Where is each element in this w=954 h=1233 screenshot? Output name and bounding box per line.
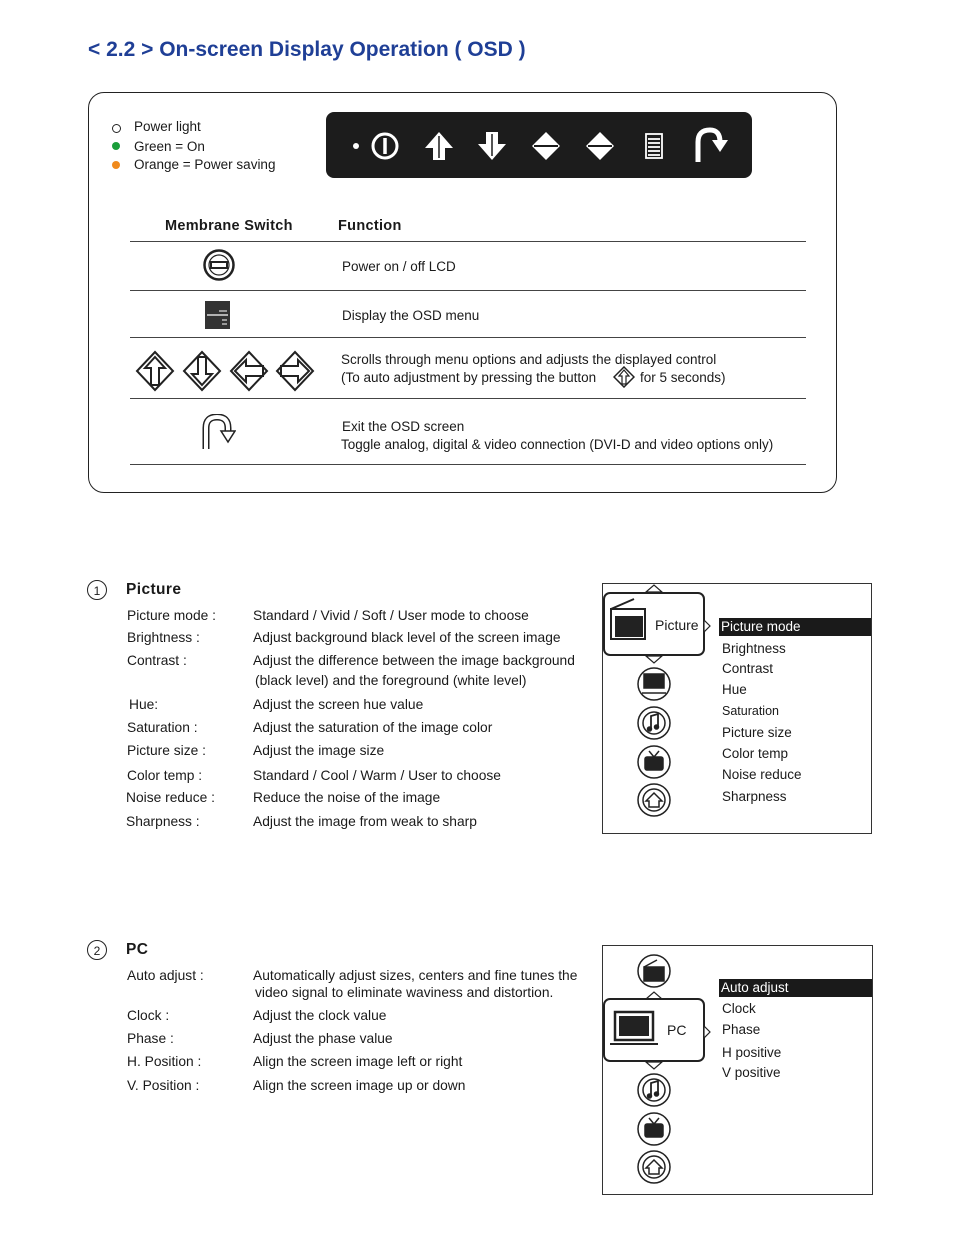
row-scroll-line2a: (To auto adjustment by pressing the button: [341, 370, 597, 385]
osd-menu-v-positive[interactable]: V positive: [722, 1065, 781, 1080]
power-icon: [202, 248, 236, 282]
page-title: < 2.2 > On-screen Display Operation ( OSD ): [88, 38, 526, 61]
table-rule: [130, 398, 806, 399]
label-noise-reduce: Noise reduce :: [126, 790, 215, 805]
desc-h-position: Align the screen image left or right: [253, 1054, 463, 1069]
section-number-pc: 2: [87, 940, 107, 960]
osd-menu-color-temp[interactable]: Color temp: [722, 746, 789, 761]
desc-contrast-line2: (black level) and the foreground (white level): [255, 673, 527, 688]
scroll-down-icon: [646, 1062, 662, 1069]
label-v-position: V. Position :: [127, 1078, 200, 1093]
pc-tab-icon: [638, 668, 670, 700]
osd-pc-tab-label: PC: [667, 1022, 687, 1038]
table-rule: [130, 337, 806, 338]
label-auto-adjust: Auto adjust :: [127, 968, 204, 983]
desc-clock: Adjust the clock value: [253, 1008, 387, 1023]
scroll-up-icon: [646, 992, 662, 999]
table-rule: [130, 290, 806, 291]
section-number-picture: 1: [87, 580, 107, 600]
osd-menu-contrast[interactable]: Contrast: [722, 661, 774, 676]
scroll-down-icon: [646, 656, 662, 663]
section-title-pc: PC: [126, 941, 149, 958]
pc-tab-icon: [604, 999, 710, 1061]
picture-tab-icon: [638, 955, 670, 987]
power-button-icon: [373, 134, 397, 158]
osd-menu-phase[interactable]: Phase: [722, 1022, 761, 1037]
desc-contrast-line1: Adjust the difference between the image background: [253, 653, 575, 668]
menu-button-icon: [646, 134, 662, 158]
exit-button-icon: [698, 130, 728, 162]
legend-power-light: Power light: [134, 119, 201, 134]
audio-tab-icon: [638, 707, 670, 739]
label-brightness: Brightness :: [127, 630, 200, 645]
osd-menu-auto-adjust[interactable]: Auto adjust: [719, 979, 872, 997]
right-arrow-icon: [586, 132, 614, 160]
power-led-icon: [353, 143, 359, 149]
osd-menu-saturation[interactable]: Saturation: [722, 704, 779, 718]
row-scroll-line2b: for 5 seconds): [640, 370, 726, 385]
osd-menu-brightness[interactable]: Brightness: [722, 641, 786, 656]
label-clock: Clock :: [127, 1008, 170, 1023]
header-membrane-switch: Membrane Switch: [165, 218, 293, 234]
label-hue: Hue:: [129, 697, 159, 712]
label-sharpness: Sharpness :: [126, 814, 200, 829]
table-rule: [130, 241, 806, 242]
up-arrow-icon: [425, 132, 453, 160]
header-function: Function: [338, 218, 402, 234]
scroll-up-icon: [646, 585, 662, 592]
osd-picture-tab-label: Picture: [655, 617, 699, 633]
desc-noise-reduce: Reduce the noise of the image: [253, 790, 441, 805]
desc-auto-adjust-line2: video signal to eliminate waviness and distortion.: [255, 985, 554, 1000]
down-arrow-icon: [478, 132, 506, 160]
label-picture-mode: Picture mode :: [127, 608, 216, 623]
legend-orange: Orange = Power saving: [134, 157, 276, 172]
table-rule: [130, 464, 806, 465]
section-title-picture: Picture: [126, 581, 182, 598]
osd-menu-picture-mode[interactable]: Picture mode: [719, 618, 871, 636]
osd-menu-clock[interactable]: Clock: [722, 1001, 756, 1016]
row-menu-text: Display the OSD menu: [342, 308, 480, 323]
desc-picture-mode: Standard / Vivid / Soft / User mode to choose: [253, 608, 529, 623]
desc-v-position: Align the screen image up or down: [253, 1078, 466, 1093]
left-arrow-icon: [532, 132, 560, 160]
row-exit-line1: Exit the OSD screen: [342, 419, 465, 434]
arrow-keys-icon: [134, 350, 316, 392]
osd-menu-picture-size[interactable]: Picture size: [722, 725, 792, 740]
audio-tab-icon: [638, 1074, 670, 1106]
label-color-temp: Color temp :: [127, 768, 203, 783]
osd-menu-sharpness[interactable]: Sharpness: [722, 789, 787, 804]
desc-brightness: Adjust background black level of the screen image: [253, 630, 561, 645]
desc-saturation: Adjust the saturation of the image color: [253, 720, 493, 735]
desc-phase: Adjust the phase value: [253, 1031, 393, 1046]
row-scroll-line1: Scrolls through menu options and adjusts the displayed control: [341, 352, 717, 367]
label-phase: Phase :: [127, 1031, 174, 1046]
orange-dot-icon: [112, 161, 120, 169]
desc-sharpness: Adjust the image from weak to sharp: [253, 814, 477, 829]
setup-tab-icon: [638, 1151, 670, 1183]
power-light-ring-icon: [112, 124, 121, 133]
menu-icon: [205, 301, 231, 330]
row-power-text: Power on / off LCD: [342, 259, 456, 274]
green-dot-icon: [112, 142, 120, 150]
tv-tab-icon: [638, 1113, 670, 1145]
legend-green: Green = On: [134, 139, 205, 154]
label-picture-size: Picture size :: [127, 743, 206, 758]
button-panel: [326, 112, 752, 178]
auto-adjust-button-icon: [613, 366, 635, 388]
label-saturation: Saturation :: [127, 720, 198, 735]
osd-menu-noise-reduce[interactable]: Noise reduce: [722, 767, 802, 782]
desc-hue: Adjust the screen hue value: [253, 697, 424, 712]
row-exit-line2: Toggle analog, digital & video connection (DVI-D and video options only): [341, 437, 774, 452]
setup-tab-icon: [638, 784, 670, 816]
osd-menu-h-positive[interactable]: H positive: [722, 1045, 782, 1060]
osd-menu-hue[interactable]: Hue: [722, 682, 747, 697]
exit-icon: [200, 414, 236, 450]
desc-auto-adjust-line1: Automatically adjust sizes, centers and fine tunes the: [253, 968, 578, 983]
desc-color-temp: Standard / Cool / Warm / User to choose: [253, 768, 501, 783]
tv-tab-icon: [638, 746, 670, 778]
osd-pc-tabs: [602, 945, 722, 1195]
label-h-position: H. Position :: [127, 1054, 202, 1069]
desc-picture-size: Adjust the image size: [253, 743, 385, 758]
label-contrast: Contrast :: [127, 653, 187, 668]
